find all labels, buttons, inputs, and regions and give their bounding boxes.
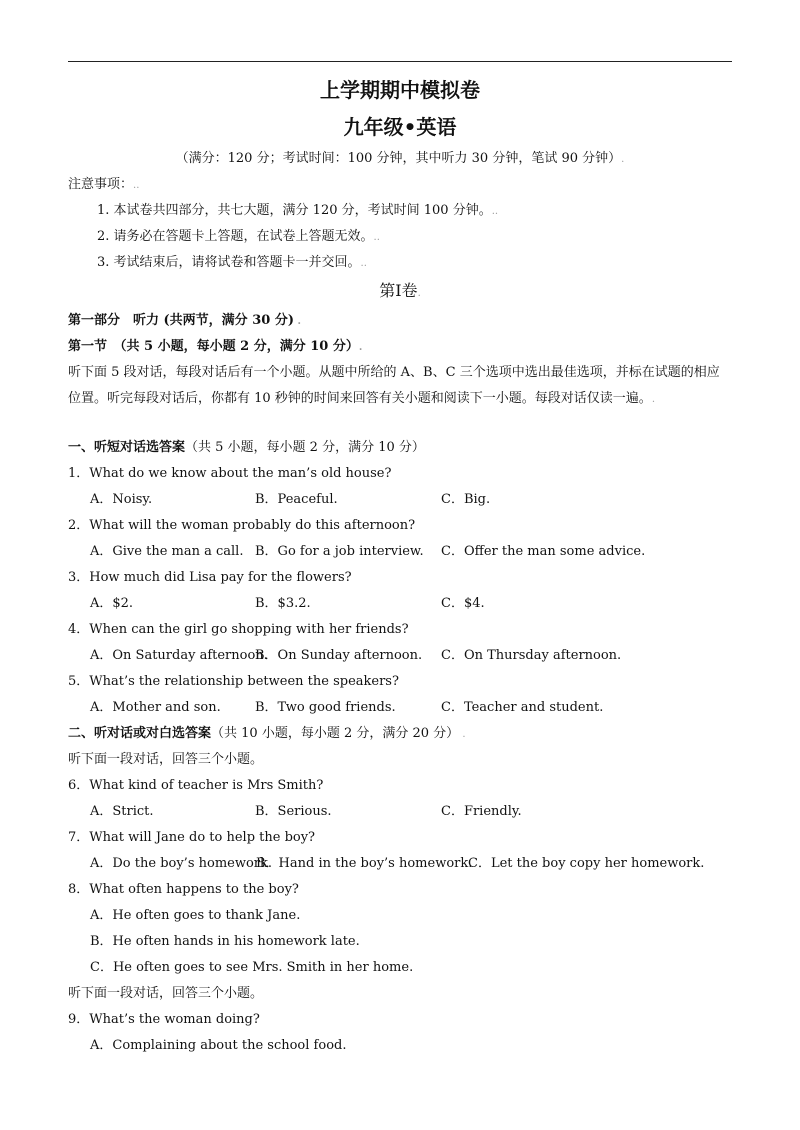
exam-title: 上学期期中模拟卷 (320, 78, 480, 102)
option-a: A．$2. (90, 596, 134, 611)
exam-info: （满分：120 分；考试时间：100 分钟，其中听力 30 分钟，笔试 90 分钟）. (175, 151, 625, 166)
option-a: A．Noisy. (90, 492, 153, 507)
option-b: B．Two good friends. (255, 700, 396, 715)
volume-heading: 第I卷. (379, 281, 421, 300)
option-c: C．Teacher and student. (441, 700, 604, 715)
exam-subtitle: 九年级•英语 (343, 115, 457, 139)
option-c: C．He often goes to see Mrs. Smith in her home. (90, 960, 414, 975)
question-text: 4．When can the girl go shopping with her friends? (68, 622, 409, 637)
option-a: A．On Saturday afternoon. (90, 648, 268, 663)
listen-instruction: 听下面一段对话，回答三个小题。 (68, 986, 264, 1001)
notes-heading: 注意事项：.. (68, 177, 140, 192)
option-c: C．On Thursday afternoon. (441, 648, 622, 663)
option-c: C．Friendly. (441, 804, 522, 819)
option-a: A．Give the man a call. (90, 544, 244, 559)
note-item: 3. 考试结束后，请将试卷和答题卡一并交回。.. (97, 255, 367, 270)
question-text: 5．What’s the relationship between the speakers? (68, 674, 399, 689)
option-c: C．$4. (441, 596, 485, 611)
option-a: A．Do the boy’s homework. (90, 856, 273, 871)
question-text: 7．What will Jane do to help the boy? (68, 830, 316, 845)
option-b: B．Hand in the boy’s homework. (256, 856, 473, 871)
note-item: 1. 本试卷共四部分，共七大题，满分 120 分，考试时间 100 分钟。.. (97, 203, 499, 218)
top-rule (68, 61, 732, 62)
question-text: 8．What often happens to the boy? (68, 882, 299, 897)
group2-heading: 二、听对话或对白选答案（共 10 小题，每小题 2 分，满分 20 分） . (68, 726, 466, 741)
option-b: B．$3.2. (255, 596, 311, 611)
option-b: B．Go for a job interview. (255, 544, 424, 559)
part1-heading: 第一部分 听力 (共两节，满分 30 分) . (68, 313, 301, 328)
question-text: 3．How much did Lisa pay for the flowers? (68, 570, 352, 585)
option-a: A．Complaining about the school food. (90, 1038, 347, 1053)
option-b: B．On Sunday afternoon. (255, 648, 423, 663)
option-b: B．Serious. (255, 804, 332, 819)
option-a: A．He often goes to thank Jane. (90, 908, 301, 923)
group1-heading: 一、听短对话选答案（共 5 小题，每小题 2 分，满分 10 分） (68, 440, 425, 455)
option-a: A．Strict. (90, 804, 154, 819)
section1-heading: 第一节 （共 5 小题，每小题 2 分，满分 10 分）. (68, 339, 363, 354)
question-text: 1．What do we know about the man’s old house? (68, 466, 392, 481)
option-c: C．Big. (441, 492, 491, 507)
option-c: C．Offer the man some advice. (441, 544, 646, 559)
note-item: 2. 请务必在答题卡上答题，在试卷上答题无效。.. (97, 229, 380, 244)
section1-instructions: 听下面 5 段对话，每段对话后有一个小题。从题中所给的 A、B、C 三个选项中选出最佳选项，并标在试题的相应位置。听完每段对话后，你都有 10 秒钟的时间来回答有关小题和阅读下一小题。每段对话仅读一遍。. (68, 365, 720, 406)
option-a: A．Mother and son. (90, 700, 221, 715)
listen-instruction: 听下面一段对话，回答三个小题。 (68, 752, 264, 767)
question-text: 9．What’s the woman doing? (68, 1012, 260, 1027)
option-b: B．He often hands in his homework late. (90, 934, 360, 949)
question-text: 2．What will the woman probably do this afternoon? (68, 518, 416, 533)
option-b: B．Peaceful. (255, 492, 338, 507)
option-c: C．Let the boy copy her homework. (468, 856, 705, 871)
question-text: 6．What kind of teacher is Mrs Smith? (68, 778, 324, 793)
